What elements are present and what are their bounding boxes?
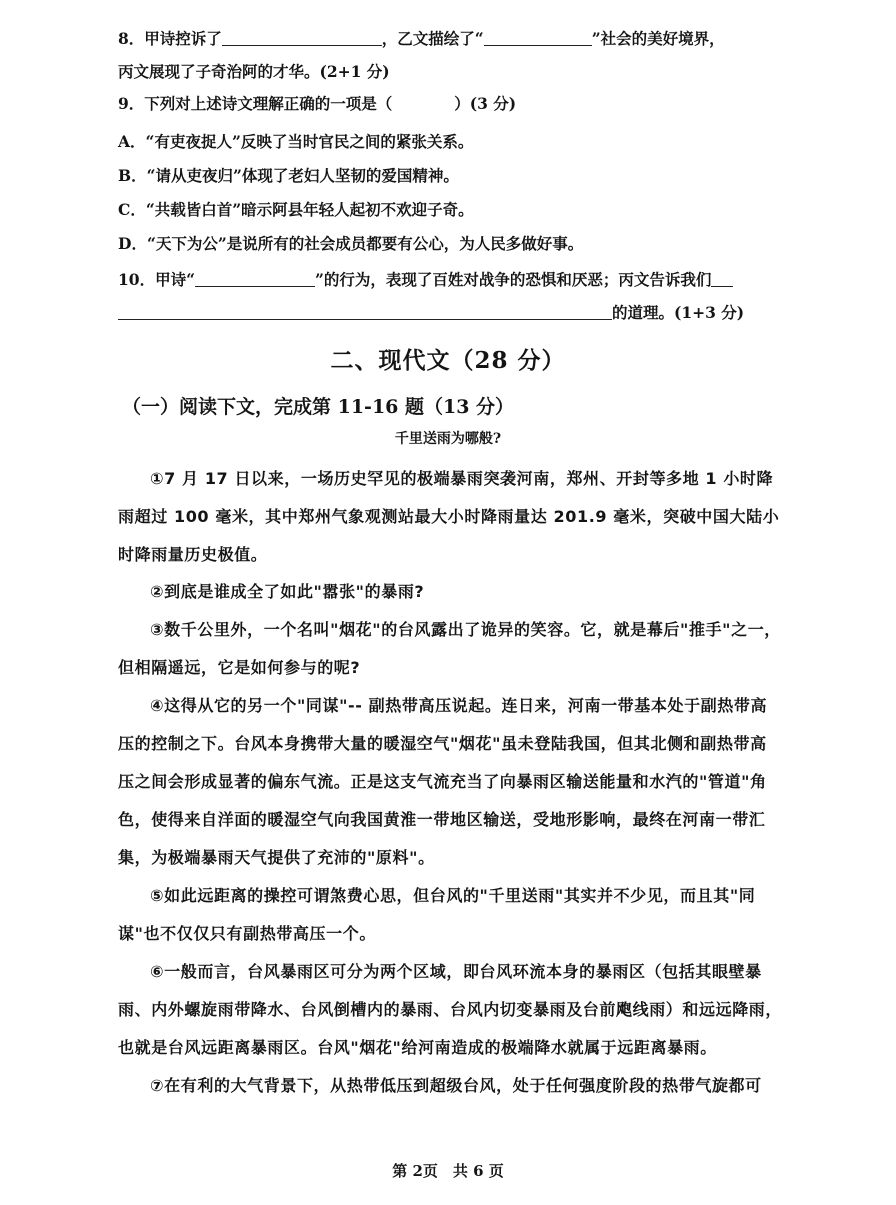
- q9-option-a: A．“有吏夜捉人”反映了当时官民之间的紧张关系。: [118, 132, 474, 151]
- q9-stem-a: 9．下列对上述诗文理解正确的一项是（: [118, 94, 393, 113]
- article-title: 千里送雨为哪般?: [394, 431, 502, 447]
- q10-blank-2a[interactable]: [711, 270, 733, 287]
- subsection-title: （一）阅读下文，完成第 11-16 题（13 分）: [122, 396, 515, 418]
- paragraph-3: ③数千公里外，一个名叫"烟花"的台风露出了诡异的笑容。它，就是幕后"推手"之一，但相隔遥远，它是如何参与的呢?: [118, 620, 781, 677]
- paragraph-5: ⑤如此远距离的操控可谓煞费心思，但台风的"千里送雨"其实并不少见，而且其"同谋"也不仅仅只有副热带高压一个。: [118, 886, 756, 943]
- question-10-line2: [118, 303, 744, 323]
- q10-part1: 10．甲诗“: [118, 270, 195, 289]
- section-title: 二、现代文（28 分）: [330, 347, 566, 374]
- page-footer: 第 2页 共 6 页: [392, 1162, 504, 1180]
- q8-part2: ，乙文描绘了“: [381, 29, 484, 48]
- question-10-line1: [118, 270, 733, 290]
- paragraph-4: ④这得从它的另一个"同谋"-- 副热带高压说起。连日来，河南一带基本处于副热带高压的控制之下。台风本身携带大量的暖湿空气"烟花"虽未登陆我国，但其北侧和副热带高压之间会形成显著的偏东气流。正是这支气流充当了向暴雨区输送能量和水汽的"管道"角色，使得来自洋面的暖湿空气向我国黄淮一带地区输送，受地形影响，最终在河南一带汇集，为极端暴雨天气提供了充沛的"原料"。: [118, 696, 768, 867]
- q9-stem-b: ）(3 分): [454, 94, 517, 113]
- q8-part3: ”社会的美好境界，: [591, 29, 725, 48]
- q10-line2-end: 的道理。(1+3 分): [612, 303, 745, 322]
- q8-blank-2[interactable]: [484, 29, 592, 46]
- paragraph-1: ①7 月 17 日以来，一场历史罕见的极端暴雨突袭河南，郑州、开封等多地 1 小时降雨超过 100 毫米，其中郑州气象观测站最大小时降雨量达 201.9 毫米，突破中国大陆小时降雨量历史极值。: [118, 469, 780, 564]
- q10-part2: ”的行为，表现了百姓对战争的恐惧和厌恶；丙文告诉我们: [315, 270, 712, 289]
- q10-blank-1[interactable]: [195, 270, 315, 287]
- q8-blank-1[interactable]: [222, 29, 382, 46]
- q9-option-d: D．“天下为公”是说所有的社会成员都要有公心，为人民多做好事。: [118, 234, 584, 253]
- paragraph-7: ⑦在有利的大气背景下，从热带低压到超级台风，处于任何强度阶段的热带气旋都可: [150, 1076, 762, 1095]
- q8-part1: 8．甲诗控诉了: [118, 29, 222, 48]
- q9-option-c: C．“共载皆白首”暗示阿县年轻人起初不欢迎子奇。: [118, 200, 474, 219]
- paragraph-2: ②到底是谁成全了如此"嚣张"的暴雨?: [150, 582, 425, 601]
- q9-option-b: B．“请从吏夜归”体现了老妇人坚韧的爱国精神。: [118, 166, 459, 185]
- question-8-line1: [118, 29, 725, 49]
- q10-blank-2b[interactable]: [118, 303, 612, 320]
- question-9-stem: [118, 94, 516, 114]
- paragraph-6: ⑥一般而言，台风暴雨区可分为两个区域，即台风环流本身的暴雨区（包括其眼壁暴雨、内外螺旋雨带降水、台风倒槽内的暴雨、台风内切变暴雨及台前飑线雨）和远远降雨，也就是台风远距离暴雨区。台风"烟花"给河南造成的极端降水就属于远距离暴雨。: [118, 962, 783, 1057]
- q8-line2: 丙文展现了子奇治阿的才华。(2+1 分): [118, 62, 390, 81]
